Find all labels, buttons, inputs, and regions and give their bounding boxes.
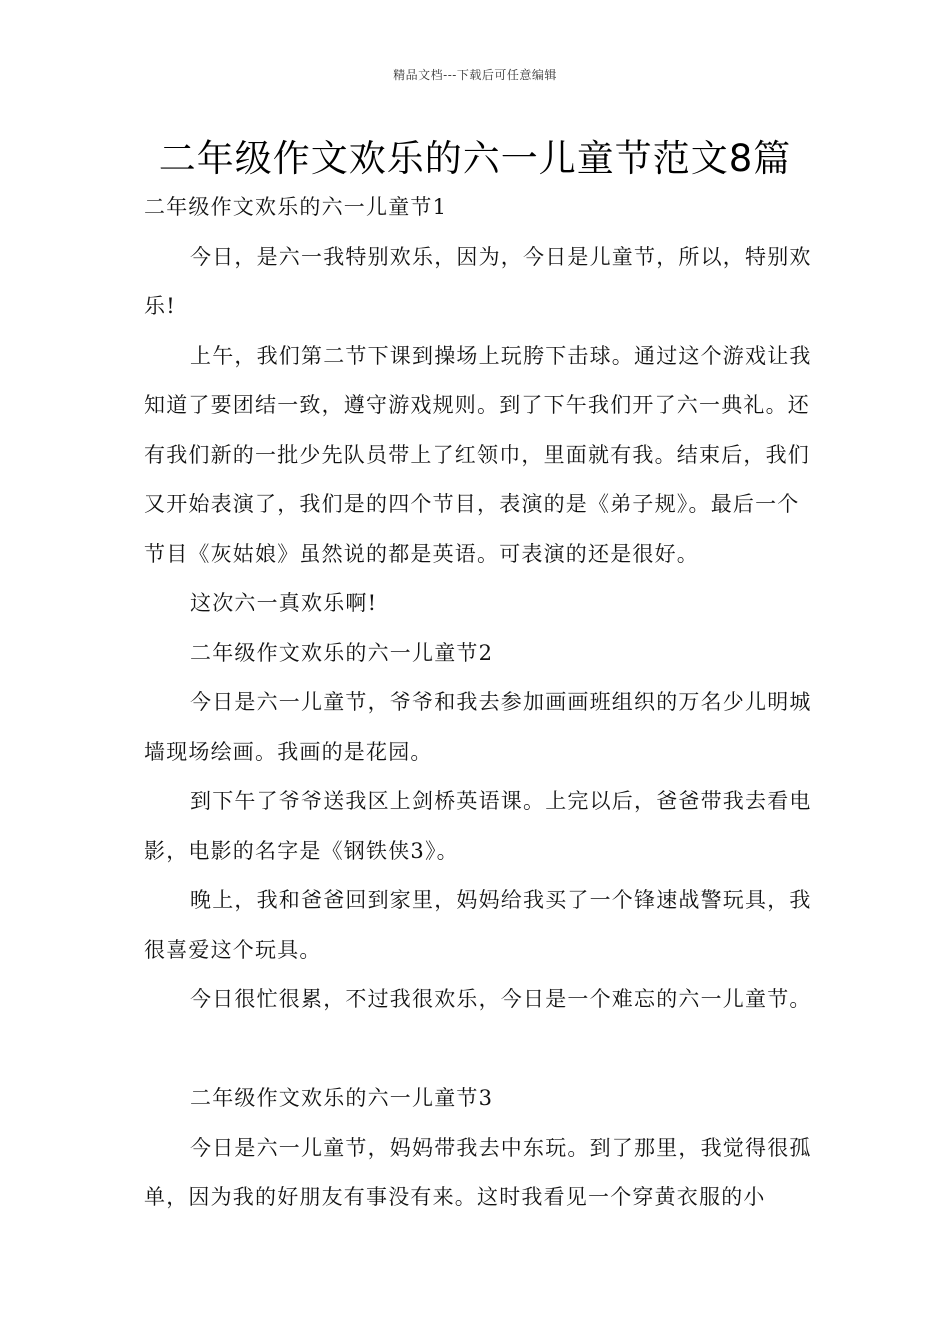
section-heading-2: 二年级作文欢乐的六一儿童节2: [190, 640, 494, 665]
header-note: 精品文档---下载后可任意编辑: [393, 68, 557, 82]
section-heading-1: 二年级作文欢乐的六一儿童节1: [144, 195, 448, 219]
paragraph: 今日很忙很累，不过我很欢乐，今日是一个难忘的六一儿童节。: [190, 987, 812, 1011]
paragraph: 上午，我们第二节下课到操场上玩胯下击球。通过这个游戏让我知道了要团结一致，遵守游戏规则。到了下午我们开了六一典礼。还有我们新的一批少先队员带上了红领巾，里面就有我。结束后，我们又开始表演了，我们是的四个节目，表演的是《弟子规》。最后一个节目《灰姑娘》虽然说的都是英语。可表演的还是很好。: [144, 343, 812, 566]
paragraph: 今日是六一儿童节，妈妈带我去中东玩。到了那里，我觉得很孤单，因为我的好朋友有事没有来。这时我看见一个穿黄衣服的小: [144, 1135, 812, 1209]
paragraph: 晚上，我和爸爸回到家里，妈妈给我买了一个锋速战警玩具，我很喜爱这个玩具。: [144, 888, 812, 962]
paragraph: 今日是六一儿童节，爷爷和我去参加画画班组织的万名少儿明城墙现场绘画。我画的是花园。: [144, 690, 812, 764]
paragraph: 今日，是六一我特别欢乐，因为，今日是儿童节，所以，特别欢乐!: [144, 244, 812, 318]
document-body: [144, 183, 814, 1223]
document-title: 二年级作文欢乐的六一儿童节范文8篇: [158, 137, 792, 180]
paragraph: 这次六一真欢乐啊!: [190, 591, 378, 615]
section-spacer: [144, 1025, 814, 1075]
paragraph: 到下午了爷爷送我区上剑桥英语课。上完以后，爸爸带我去看电影，电影的名字是《钢铁侠3》。: [144, 789, 812, 863]
section-heading-3: 二年级作文欢乐的六一儿童节3: [190, 1086, 494, 1110]
